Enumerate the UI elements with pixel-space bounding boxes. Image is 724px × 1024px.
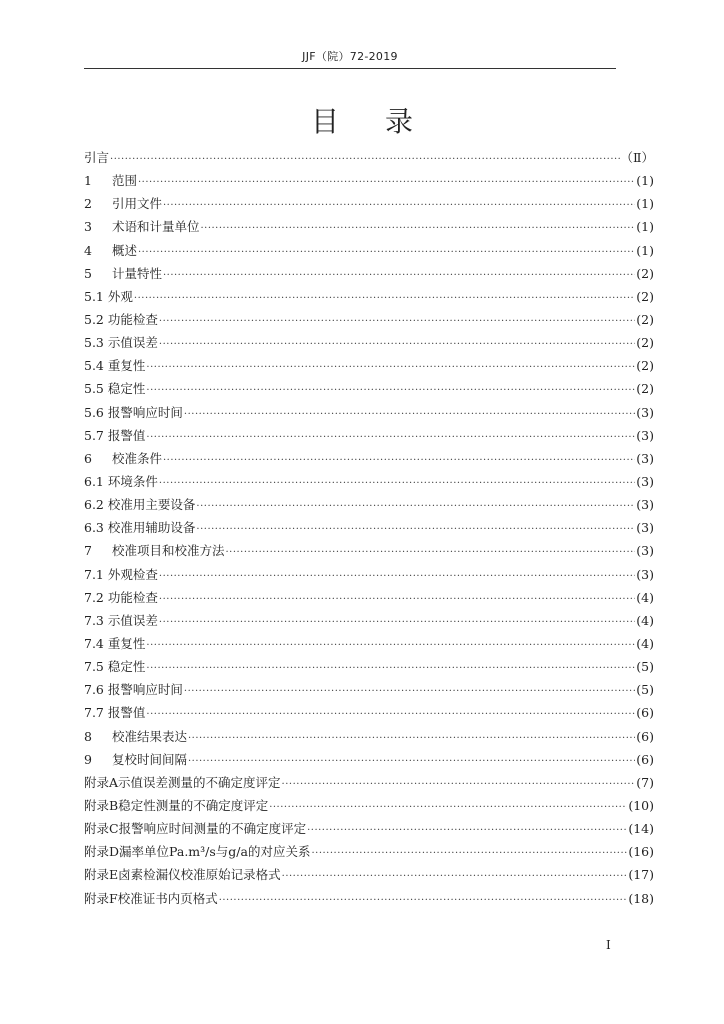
toc-entry-number: 7.6 — [84, 682, 104, 698]
toc-entry-label — [84, 356, 145, 374]
toc-entry-title: 报警值 — [107, 705, 146, 721]
toc-entry — [84, 611, 654, 634]
toc-entry-label — [84, 194, 162, 212]
toc-entry — [84, 865, 654, 888]
toc-leader-dots — [196, 524, 635, 535]
toc-entry-page: (2) — [636, 311, 654, 327]
toc-leader-dots — [159, 478, 635, 489]
toc-entry-page: (3) — [636, 520, 654, 536]
toc-entry — [84, 819, 654, 842]
toc-entry-page: (4) — [636, 612, 654, 628]
running-header: JJF（院）72-2019 — [302, 50, 398, 63]
toc-entry-number: 附录F — [84, 890, 118, 906]
toc-entry-title: 报警值 — [107, 427, 146, 443]
toc-entry-page: (2) — [636, 288, 654, 304]
toc-entry-title: 功能检查 — [107, 589, 158, 605]
toc-entry-page: (3) — [636, 543, 654, 559]
toc-entry-number: 5.6 — [84, 404, 104, 420]
toc-leader-dots — [269, 802, 627, 813]
toc-entry-page: (16) — [628, 844, 654, 860]
toc-entry-title: 示值误差 — [107, 335, 158, 351]
toc-entry-label — [84, 565, 158, 583]
page-number: I — [606, 938, 611, 952]
toc-entry — [84, 889, 654, 912]
toc-entry-label — [84, 287, 133, 305]
toc-entry-page: (1) — [636, 242, 654, 258]
toc-entry-page: (3) — [636, 427, 654, 443]
toc-leader-dots — [146, 640, 635, 651]
toc-entry — [84, 194, 654, 217]
toc-entry — [84, 310, 654, 333]
toc-entry-label — [84, 148, 109, 166]
toc-entry-title: 稳定性 — [107, 659, 146, 675]
toc-entry — [84, 796, 654, 819]
toc-entry-label — [84, 796, 268, 814]
toc-entry — [84, 565, 654, 588]
toc-entry-page: (4) — [636, 635, 654, 651]
toc-entry-number: 3 — [84, 219, 92, 235]
toc-entry-label — [84, 657, 145, 675]
toc-entry-page: (1) — [636, 219, 654, 235]
toc-leader-dots — [163, 455, 635, 466]
toc-leader-dots — [159, 339, 635, 350]
toc-entry-label — [84, 680, 183, 698]
toc-entry-label — [84, 495, 195, 513]
toc-entry — [84, 449, 654, 472]
toc-entry — [84, 379, 654, 402]
toc-entry-page: (10) — [628, 797, 654, 813]
toc-entry — [84, 264, 654, 287]
toc-entry — [84, 472, 654, 495]
toc-entry-number: 7.1 — [84, 566, 104, 582]
toc-entry-page: (1) — [636, 196, 654, 212]
toc-entry-title: 示值误差 — [107, 612, 158, 628]
toc-entry-number: 7.2 — [84, 589, 104, 605]
toc-entry-title: 术语和计量单位 — [111, 219, 200, 235]
toc-entry-title: 稳定性 — [107, 381, 146, 397]
toc-entry-label — [84, 310, 158, 328]
toc-leader-dots — [159, 571, 635, 582]
toc-entry — [84, 241, 654, 264]
toc-entry-label — [84, 865, 281, 883]
toc-entry-title: 计量特性 — [111, 265, 162, 281]
toc-entry-title: 外观检查 — [107, 566, 158, 582]
toc-entry-title: 稳定性测量的不确定度评定 — [118, 797, 269, 813]
toc-leader-dots — [146, 432, 635, 443]
toc-entry-page: （Ⅱ） — [620, 150, 654, 165]
toc-leader-dots — [282, 871, 628, 882]
toc-entry-label — [84, 773, 281, 791]
toc-entry-title: 校准用辅助设备 — [107, 520, 196, 536]
toc-leader-dots — [311, 848, 627, 859]
toc-entry — [84, 842, 654, 865]
toc-leader-dots — [163, 200, 635, 211]
toc-entry-title: 引用文件 — [111, 196, 162, 212]
toc-entry-label — [84, 426, 145, 444]
toc-leader-dots — [134, 293, 635, 304]
toc-entry-number: 7.7 — [84, 705, 104, 721]
toc-entry-title: 复校时间间隔 — [111, 751, 187, 767]
toc-entry — [84, 750, 654, 773]
toc-entry-title: 校准证书内页格式 — [117, 890, 218, 906]
toc-entry-page: (17) — [628, 867, 654, 883]
toc-entry-title: 卤素检漏仪校准原始记录格式 — [118, 867, 281, 883]
toc-entry-number: 6.3 — [84, 520, 104, 536]
header-rule — [84, 68, 616, 69]
toc-leader-dots — [146, 663, 635, 674]
toc-entry-page: (6) — [636, 705, 654, 721]
toc-entry-number: 附录C — [84, 821, 119, 837]
toc-entry-page: (5) — [636, 682, 654, 698]
toc-entry-title: 校准结果表达 — [111, 728, 187, 744]
toc-entry-label — [84, 449, 162, 467]
toc-entry-page: (3) — [636, 450, 654, 466]
toc-leader-dots — [200, 223, 635, 234]
toc-entry-title: 环境条件 — [107, 473, 158, 489]
toc-leader-dots — [188, 756, 635, 767]
toc-entry-number: 5.5 — [84, 381, 104, 397]
toc-entry-number: 5.3 — [84, 335, 104, 351]
toc-entry-title: 重复性 — [107, 358, 146, 374]
toc-entry-page: (14) — [628, 821, 654, 837]
toc-entry-label — [84, 889, 218, 907]
toc-entry-number: 附录B — [84, 797, 119, 813]
toc-leader-dots — [159, 594, 635, 605]
toc-entry-title: 外观 — [107, 288, 133, 304]
toc-entry-number: 5.1 — [84, 288, 104, 304]
toc-entry-number: 6.2 — [84, 497, 104, 513]
toc-leader-dots — [163, 270, 635, 281]
toc-entry-label — [84, 472, 158, 490]
toc-entry — [84, 588, 654, 611]
toc-entry-label — [84, 750, 187, 768]
toc-entry-number: 附录D — [84, 844, 120, 860]
toc-entry-number: 4 — [84, 242, 92, 258]
toc-entry-label — [84, 403, 183, 421]
toc-entry-title: 范围 — [111, 173, 137, 189]
toc-entry-page: (3) — [636, 473, 654, 489]
toc-leader-dots — [225, 547, 635, 558]
toc-entry-page: (4) — [636, 589, 654, 605]
toc-entry-page: (2) — [636, 358, 654, 374]
toc-entry-number: 7 — [84, 543, 92, 559]
toc-entry — [84, 727, 654, 750]
toc-entry-title: 校准条件 — [111, 450, 162, 466]
toc-entry-number: 7.4 — [84, 635, 104, 651]
toc-entry-title: 报警响应时间 — [107, 404, 183, 420]
toc-entry — [84, 541, 654, 564]
toc-entry-title: 引言 — [84, 150, 110, 165]
toc-entry-number: 2 — [84, 196, 92, 212]
toc-entry-page: (3) — [636, 566, 654, 582]
toc-leader-dots — [184, 409, 635, 420]
toc-entry-title: 重复性 — [107, 635, 146, 651]
toc-entry-page: (2) — [636, 335, 654, 351]
toc-entry — [84, 148, 654, 171]
toc-entry-label — [84, 727, 187, 745]
toc-entry-title: 漏率单位Pa.m³/s与g/a的对应关系 — [119, 844, 311, 860]
toc-entry — [84, 680, 654, 703]
toc-entry-page: (5) — [636, 659, 654, 675]
toc-entry-number: 5.2 — [84, 311, 104, 327]
toc-entry-number: 1 — [84, 173, 92, 189]
toc-entry-page: (7) — [636, 774, 654, 790]
toc-leader-dots — [282, 779, 636, 790]
toc-entry-number: 7.3 — [84, 612, 104, 628]
toc-leader-dots — [138, 247, 635, 258]
toc-entry-label — [84, 333, 158, 351]
toc-leader-dots — [146, 709, 635, 720]
toc-leader-dots — [110, 154, 619, 165]
toc-entry-label — [84, 241, 137, 259]
toc-entry-number: 6.1 — [84, 473, 104, 489]
toc-entry-number: 7.5 — [84, 659, 104, 675]
toc-entry-title: 报警响应时间 — [107, 682, 183, 698]
toc-entry — [84, 217, 654, 240]
toc-entry — [84, 333, 654, 356]
toc-entry-page: (6) — [636, 751, 654, 767]
toc-entry — [84, 287, 654, 310]
toc-leader-dots — [159, 617, 635, 628]
toc-entry-page: (3) — [636, 497, 654, 513]
toc-entry-number: 附录A — [84, 774, 119, 790]
toc-entry-number: 8 — [84, 728, 92, 744]
toc-entry-label — [84, 611, 158, 629]
toc-leader-dots — [219, 895, 628, 906]
table-of-contents — [84, 148, 654, 912]
toc-entry — [84, 403, 654, 426]
toc-entry-title: 功能检查 — [107, 311, 158, 327]
toc-entry-label — [84, 541, 224, 559]
toc-entry — [84, 773, 654, 796]
toc-entry — [84, 518, 654, 541]
page-title: 目录 — [310, 105, 459, 138]
toc-entry — [84, 703, 654, 726]
toc-entry-label — [84, 264, 162, 282]
toc-entry-page: (1) — [636, 173, 654, 189]
toc-leader-dots — [307, 825, 627, 836]
toc-entry-label — [84, 634, 145, 652]
toc-entry-page: (2) — [636, 381, 654, 397]
toc-entry — [84, 426, 654, 449]
toc-entry-label — [84, 703, 145, 721]
toc-entry-number: 6 — [84, 450, 92, 466]
toc-entry-title: 示值误差测量的不确定度评定 — [118, 774, 281, 790]
toc-entry-label — [84, 819, 306, 837]
toc-entry — [84, 495, 654, 518]
toc-leader-dots — [146, 385, 635, 396]
toc-entry-title: 报警响应时间测量的不确定度评定 — [118, 821, 307, 837]
toc-entry-title: 概述 — [111, 242, 137, 258]
toc-entry-label — [84, 518, 195, 536]
toc-leader-dots — [196, 501, 635, 512]
toc-entry-title: 校准用主要设备 — [107, 497, 196, 513]
toc-entry — [84, 634, 654, 657]
toc-entry-label — [84, 842, 310, 860]
toc-entry-page: (2) — [636, 265, 654, 281]
toc-entry — [84, 657, 654, 680]
toc-entry — [84, 171, 654, 194]
toc-entry-number: 5.7 — [84, 427, 104, 443]
toc-entry-number: 9 — [84, 751, 92, 767]
toc-entry-number: 附录E — [84, 867, 119, 883]
toc-entry-number: 5.4 — [84, 358, 104, 374]
toc-entry-title: 校准项目和校准方法 — [111, 543, 225, 559]
toc-entry-page: (6) — [636, 728, 654, 744]
toc-leader-dots — [184, 686, 635, 697]
toc-entry-number: 5 — [84, 265, 92, 281]
toc-entry-label — [84, 379, 145, 397]
toc-leader-dots — [159, 316, 635, 327]
toc-entry-page: (3) — [636, 404, 654, 420]
toc-leader-dots — [188, 733, 635, 744]
toc-entry — [84, 356, 654, 379]
toc-leader-dots — [138, 177, 635, 188]
toc-entry-page: (18) — [628, 890, 654, 906]
toc-entry-label — [84, 171, 137, 189]
toc-entry-label — [84, 217, 199, 235]
toc-entry-label — [84, 588, 158, 606]
toc-leader-dots — [146, 362, 635, 373]
